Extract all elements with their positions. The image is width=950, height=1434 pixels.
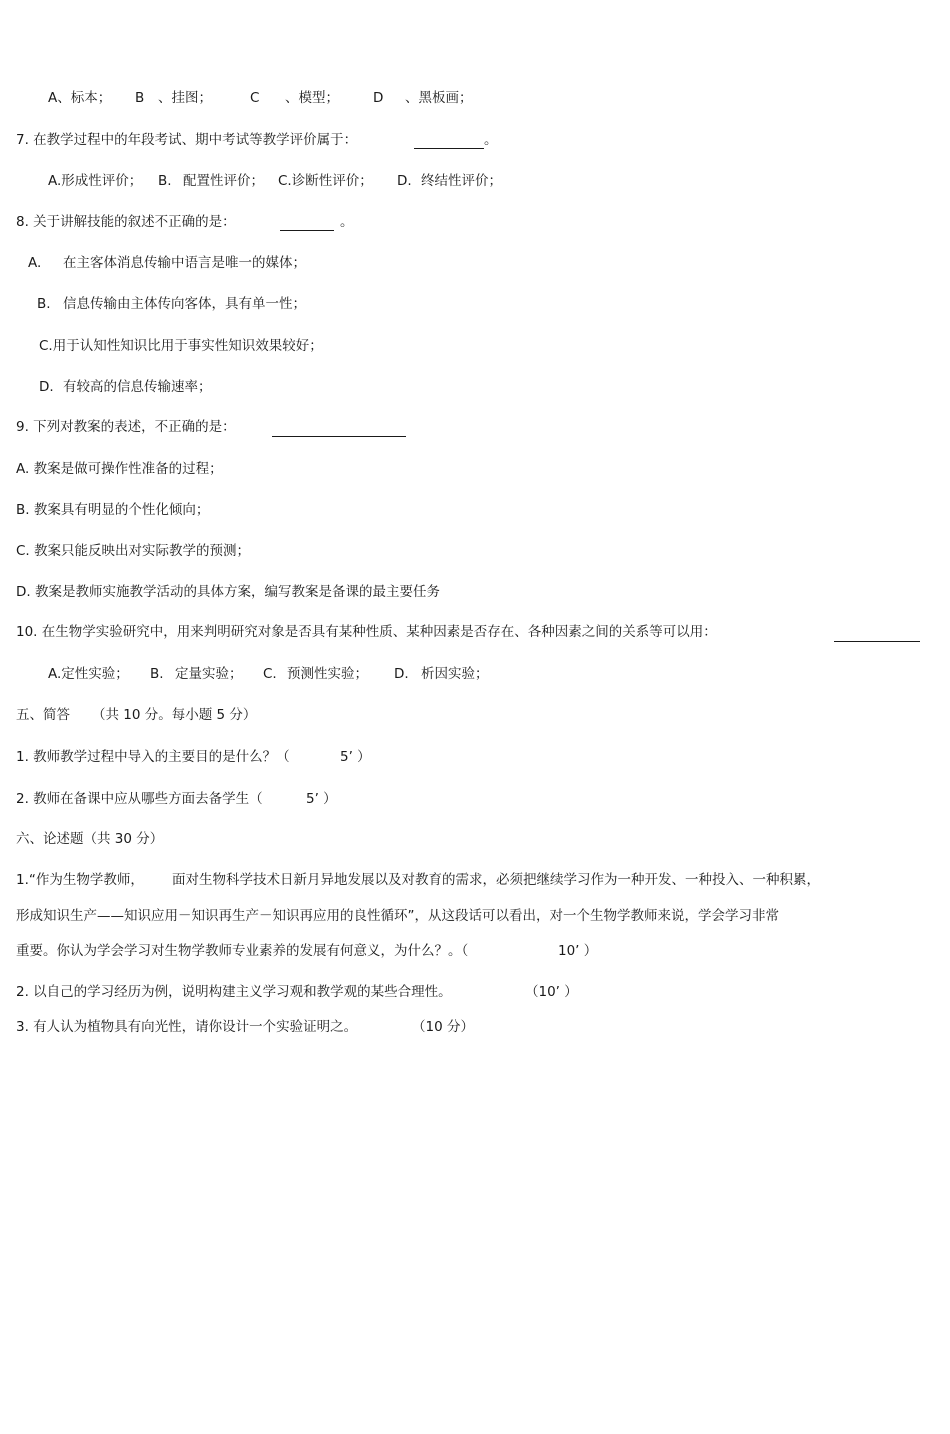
q9-option-a: A. 教案是做可操作性准备的过程； [16,461,223,477]
q7-option-d-text: 终结性评价； [421,173,502,189]
q10-option-d-text: 析因实验； [421,666,489,682]
q9-stem-text: 9. 下列对教案的表述，不正确的是： [16,419,236,435]
section5-q2-score: 5’ ） [306,791,337,807]
q6-option-b-text: 、挂图； [158,90,212,106]
section5-title: 五、简答 [16,707,70,723]
q8-option-d-letter: D. [39,379,54,395]
q8-stem-text: 8. 关于讲解技能的叙述不正确的是： [16,214,236,230]
q7-stem-text: 7. 在教学过程中的年段考试、期中考试等教学评价属于： [16,132,358,148]
q8-option-a-letter: A. [28,255,42,271]
section6-q1-score: 10’ ） [558,943,598,959]
q8-stem-end: 。 [340,214,354,230]
section6-q1-line3: 重要。你认为学会学习对生物学教师专业素养的发展有何意义，为什么？。（ [16,943,469,959]
q9-option-b: B. 教案具有明显的个性化倾向； [16,502,210,518]
q7-option-b-text: 配置性评价； [183,173,264,189]
q6-option-c-letter: C [250,90,260,106]
q7-stem-end: 。 [484,132,498,148]
q8-option-a-text: 在主客体消息传输中语言是唯一的媒体； [63,255,306,271]
section6-q1-line1b: 面对生物科学技术日新月异地发展以及对教育的需求，必须把继续学习作为一种开发、一种投入、一种积累， [172,872,820,888]
q10-option-d-letter: D. [394,666,409,682]
q9-answer-blank[interactable] [272,436,406,437]
q8-option-c: C.用于认知性知识比用于事实性知识效果较好； [39,338,323,354]
section6-title: 六、论述题（共 30 分） [16,831,164,847]
q8-option-d-text: 有较高的信息传输速率； [63,379,212,395]
q6-option-d-text: 、黑板画； [405,90,473,106]
q7-answer-blank[interactable] [414,148,484,149]
q10-option-a: A.定性实验； [48,666,129,682]
q6-option-c-text: 、模型； [285,90,339,106]
section6-q3-score: （10 分） [412,1019,474,1035]
q8-answer-blank[interactable] [280,230,334,231]
q7-option-d-letter: D. [397,173,412,189]
section5-note: （共 10 分。每小题 5 分） [92,707,257,723]
section5-q1-text: 1. 教师教学过程中导入的主要目的是什么？（ [16,749,290,765]
q10-stem-text: 10. 在生物学实验研究中，用来判明研究对象是否具有某种性质、某种因素是否存在、各种因素之间的关系等可以用： [16,624,717,640]
q8-option-b-letter: B. [37,296,51,312]
q10-option-c-letter: C. [263,666,277,682]
q10-option-c-text: 预测性实验； [287,666,368,682]
q9-option-c: C. 教案只能反映出对实际教学的预测； [16,543,251,559]
q7-option-c: C.诊断性评价； [278,173,373,189]
q9-option-d: D. 教案是教师实施教学活动的具体方案，编写教案是备课的最主要任务 [16,584,440,600]
q10-answer-blank[interactable] [834,641,920,642]
q6-option-a: A、标本； [48,90,112,106]
q6-option-b-letter: B [135,90,145,106]
q10-option-b-text: 定量实验； [175,666,243,682]
section6-q1-line2: 形成知识生产——知识应用－知识再生产－知识再应用的良性循环”，从这段话可以看出，对一个生物学教师来说，学会学习非常 [16,908,779,924]
q7-option-a: A.形成性评价； [48,173,143,189]
q8-option-b-text: 信息传输由主体传向客体，具有单一性； [63,296,306,312]
section6-q1-line1a: 1.“作为生物学教师， [16,872,144,888]
q7-option-b-letter: B. [158,173,172,189]
section6-q2-score: （10’ ） [525,984,578,1000]
section6-q3-text: 3. 有人认为植物具有向光性，请你设计一个实验证明之。 [16,1019,358,1035]
q10-option-b-letter: B. [150,666,164,682]
section5-q1-score: 5’ ） [340,749,371,765]
section5-q2-text: 2. 教师在备课中应从哪些方面去备学生（ [16,791,263,807]
q6-option-d-letter: D [373,90,384,106]
section6-q2-text: 2. 以自己的学习经历为例，说明构建主义学习观和教学观的某些合理性。 [16,984,452,1000]
